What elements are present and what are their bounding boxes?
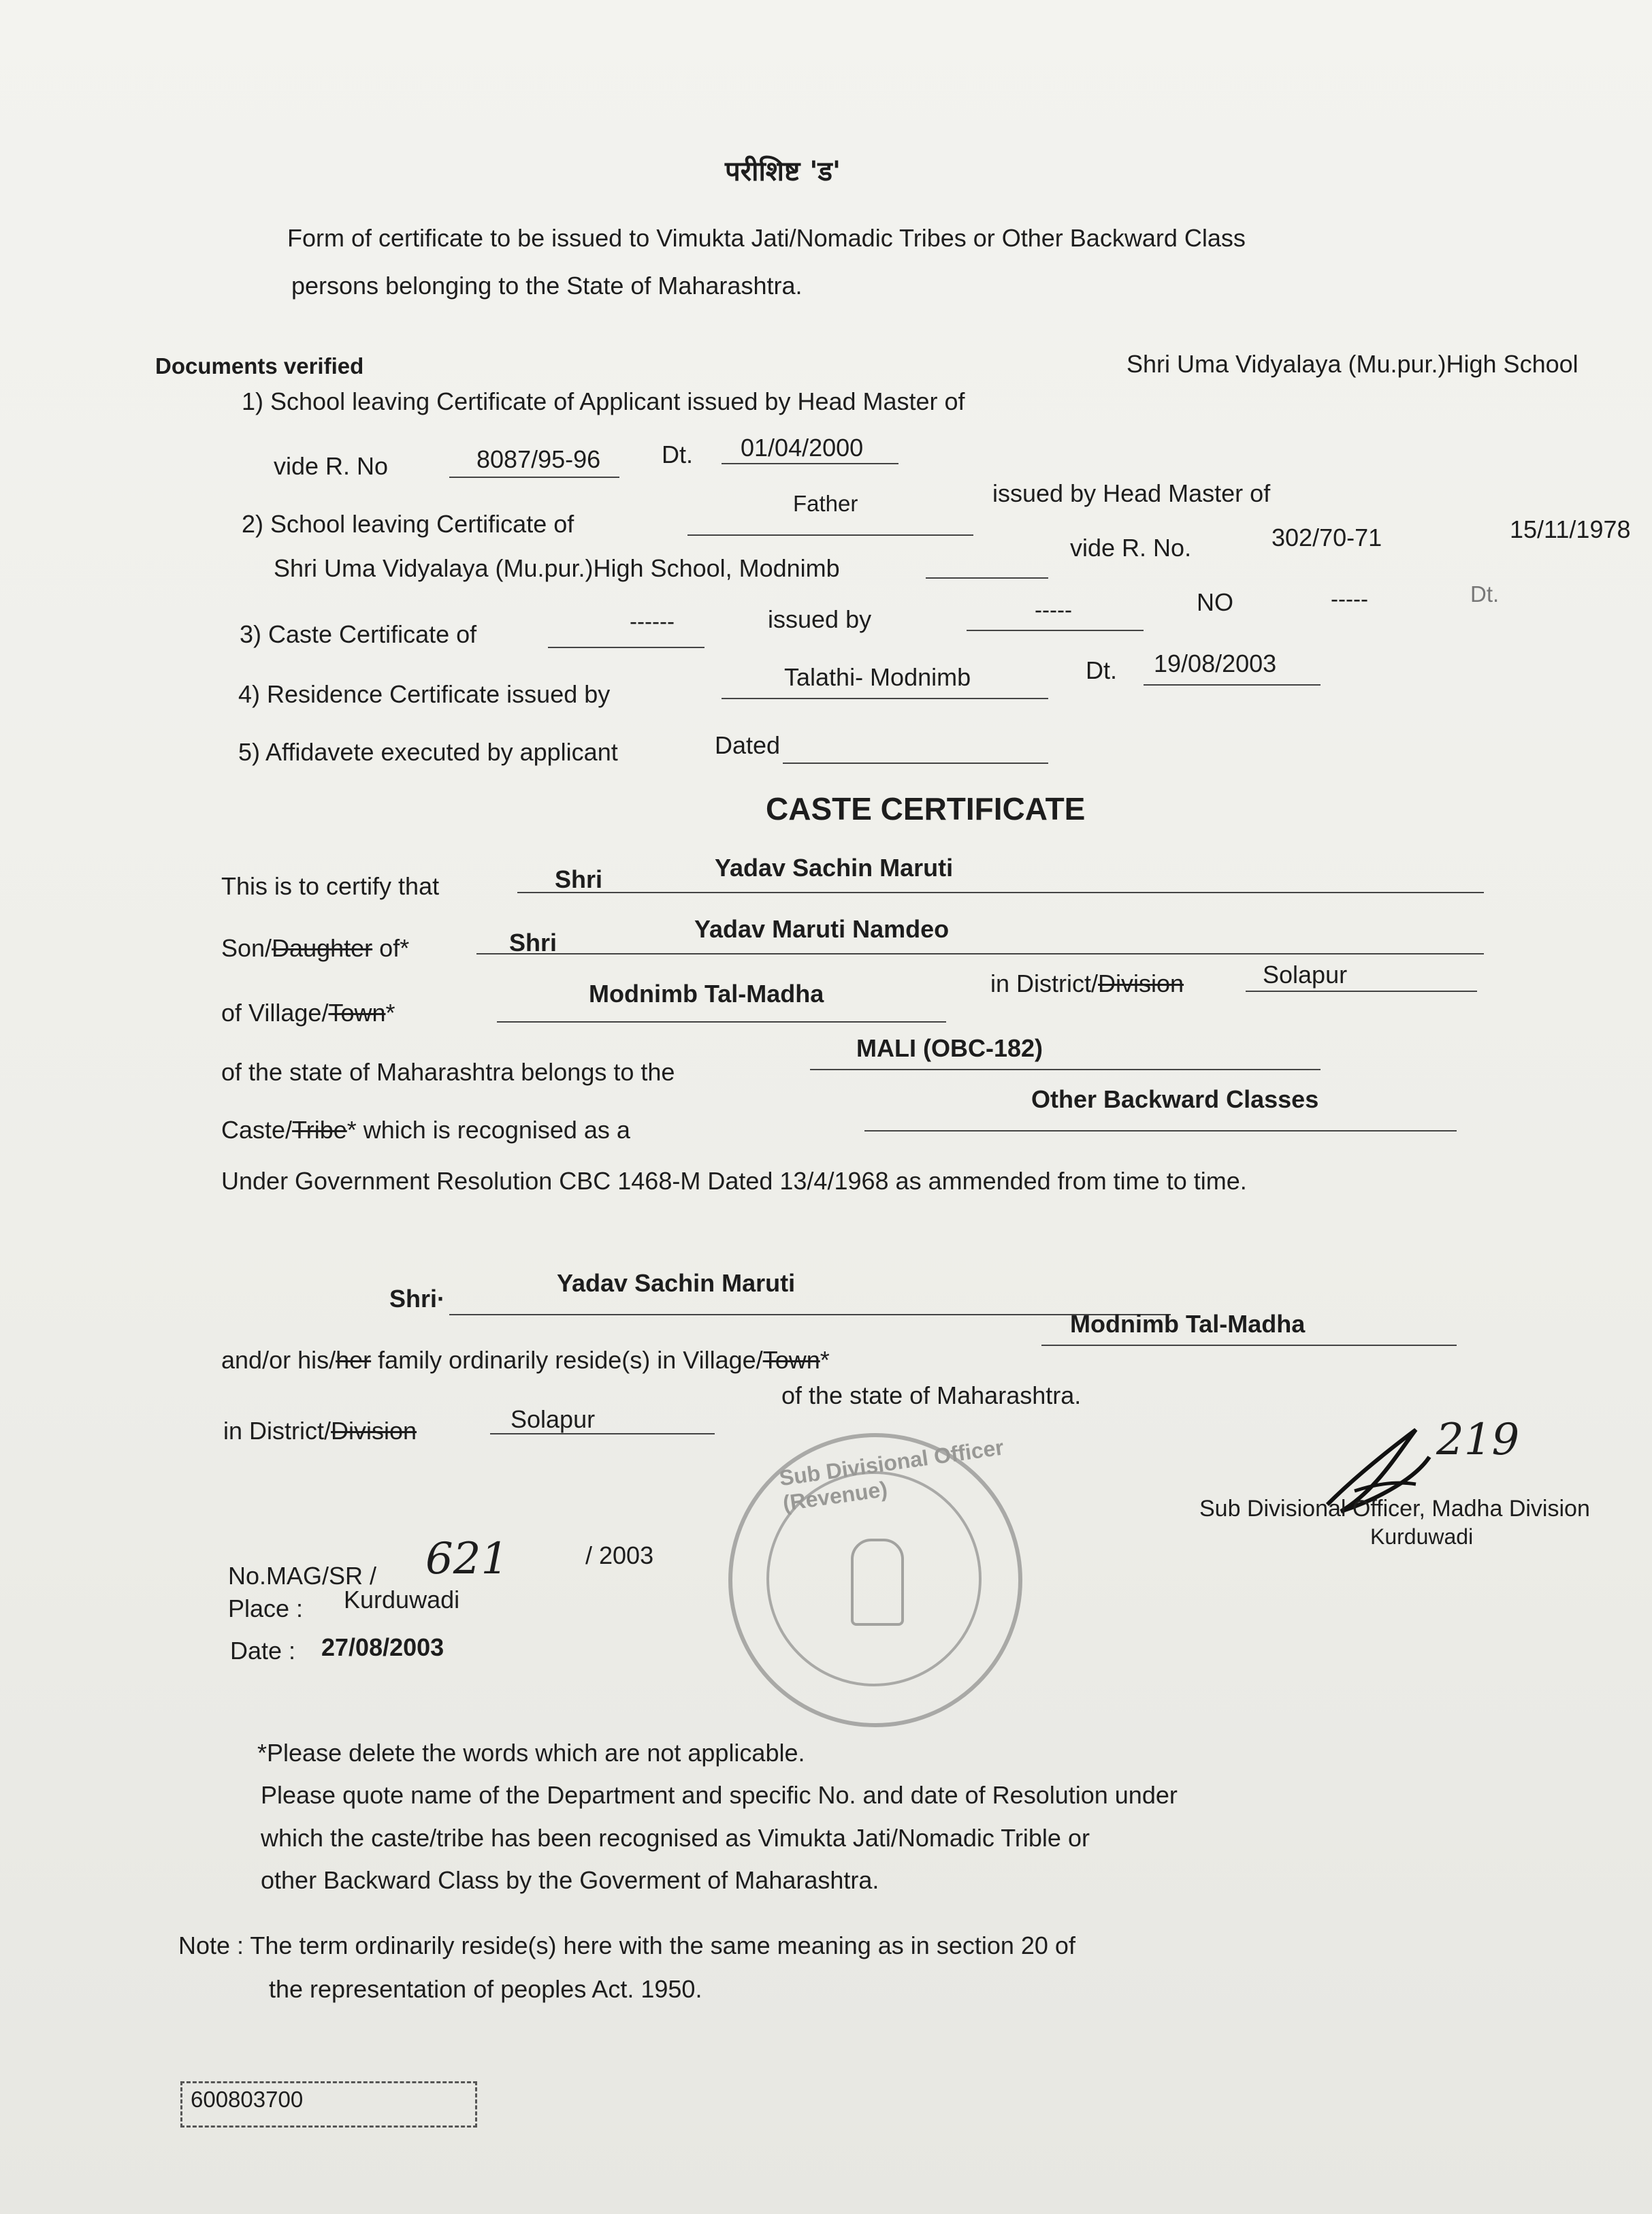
residence-state: of the state of Maharashtra. <box>781 1381 1082 1409</box>
doc3-issued-value: ----- <box>1035 597 1072 622</box>
place-label: Place : <box>228 1594 304 1622</box>
doc3-label: 3) Caste Certificate of <box>240 620 477 648</box>
doc2-rno: 302/70-71 <box>1272 524 1382 551</box>
district-label: in District/Division <box>990 969 1184 997</box>
ref-no-label: No.MAG/SR / <box>228 1562 377 1590</box>
village-label: of Village/Town* <box>221 999 395 1027</box>
doc2-school: Shri Uma Vidyalaya (Mu.pur.)High School, Modnimb <box>274 554 840 582</box>
appendix-heading: परीशिष्ट 'ड' <box>725 156 841 187</box>
emblem-icon <box>851 1539 904 1626</box>
note-line-4: other Backward Class by the Goverment of Maharashtra. <box>261 1866 879 1894</box>
documents-heading: Documents verified <box>155 353 364 379</box>
note-term-line-2: the representation of peoples Act. 1950. <box>269 1975 702 2003</box>
intro-line-2: persons belonging to the State of Maharashtra. <box>291 272 803 300</box>
seal-text: Sub Divisional Officer (Revenue) <box>777 1434 1005 1516</box>
doc1-school: Shri Uma Vidyalaya (Mu.pur.)High School <box>1127 350 1578 378</box>
date-label: Date : <box>230 1637 296 1665</box>
applicant-name: Yadav Sachin Maruti <box>715 854 954 882</box>
caste-value: MALI (OBC-182) <box>856 1034 1043 1062</box>
doc2-whom: Father <box>793 491 858 516</box>
parent-shri: Shri <box>509 929 557 957</box>
serial-number: 600803700 <box>191 2087 304 2112</box>
doc2-date: 15/11/1978 <box>1510 515 1631 543</box>
place-value: Kurduwadi <box>344 1586 460 1614</box>
doc1-date: 01/04/2000 <box>741 434 864 462</box>
ref-no-value: 621 <box>425 1534 509 1584</box>
intro-line-1: Form of certificate to be issued to Vimukta Jati/Nomadic Tribes or Other Backward Class <box>287 224 1246 252</box>
doc4-by: Talathi- Modnimb <box>784 663 971 691</box>
resolution-text: Under Government Resolution CBC 1468-M Dated 13/4/1968 as ammended from time to time. <box>221 1167 1247 1195</box>
son-of-label: Son/Daughter of* <box>221 934 410 962</box>
residence-district-label: in District/Division <box>223 1417 417 1445</box>
residence-shri: Shri· <box>389 1285 446 1313</box>
doc3-dt-label: Dt. <box>1470 581 1500 607</box>
note-term-line-1: Note : The term ordinarily reside(s) here with the same meaning as in section 20 of <box>178 1931 1075 1959</box>
doc1-vide-label: vide R. No <box>274 452 389 480</box>
officer-place: Kurduwadi <box>1370 1524 1474 1549</box>
residence-district: Solapur <box>511 1405 596 1433</box>
certificate-title: CASTE CERTIFICATE <box>766 791 1086 827</box>
official-seal <box>728 1433 1022 1727</box>
doc1-label: 1) School leaving Certificate of Applicant issued by Head Master of <box>242 387 965 415</box>
district-value: Solapur <box>1263 961 1348 989</box>
date-value: 27/08/2003 <box>321 1633 444 1661</box>
residence-village: Modnimb Tal-Madha <box>1070 1310 1306 1338</box>
doc5-label: 5) Affidavete executed by applicant <box>238 738 618 766</box>
doc3-no-label: NO <box>1197 588 1233 616</box>
doc1-rno: 8087/95-96 <box>476 445 601 473</box>
caste-label: Caste/Tribe* which is recognised as a <box>221 1116 630 1144</box>
signature-mark: 219 <box>1436 1415 1520 1465</box>
doc4-date: 19/08/2003 <box>1154 649 1277 677</box>
certify-label: This is to certify that <box>221 872 440 900</box>
doc3-issued-label: issued by <box>768 605 872 633</box>
parent-name: Yadav Maruti Namdeo <box>694 915 950 943</box>
village-value: Modnimb Tal-Madha <box>589 980 824 1008</box>
certify-shri: Shri <box>555 865 603 893</box>
officer-title: Sub Divisional Officer, Madha Division <box>1199 1496 1590 1522</box>
doc4-label: 4) Residence Certificate issued by <box>238 680 611 708</box>
doc4-dt-label: Dt. <box>1086 656 1118 684</box>
doc2-issued-label: issued by Head Master of <box>992 479 1271 507</box>
note-line-2: Please quote name of the Department and specific No. and date of Resolution under <box>261 1781 1178 1809</box>
residence-name: Yadav Sachin Maruti <box>557 1269 796 1297</box>
doc3-of-value: ------ <box>630 609 675 634</box>
ref-year: / 2003 <box>585 1541 654 1569</box>
family-label: and/or his/her family ordinarily reside(s) in Village/Town* <box>221 1346 830 1374</box>
doc1-dt-label: Dt. <box>662 440 694 468</box>
state-label: of the state of Maharashtra belongs to the <box>221 1058 675 1086</box>
doc5-dated-label: Dated <box>715 731 781 759</box>
doc2-vide-label: vide R. No. <box>1070 534 1192 562</box>
doc2-label: 2) School leaving Certificate of <box>242 510 574 538</box>
category-value: Other Backward Classes <box>1031 1085 1319 1113</box>
doc3-no-value: ----- <box>1331 586 1368 611</box>
note-line-3: which the caste/tribe has been recognised as Vimukta Jati/Nomadic Trible or <box>261 1824 1090 1852</box>
note-line-1: *Please delete the words which are not applicable. <box>257 1739 805 1767</box>
